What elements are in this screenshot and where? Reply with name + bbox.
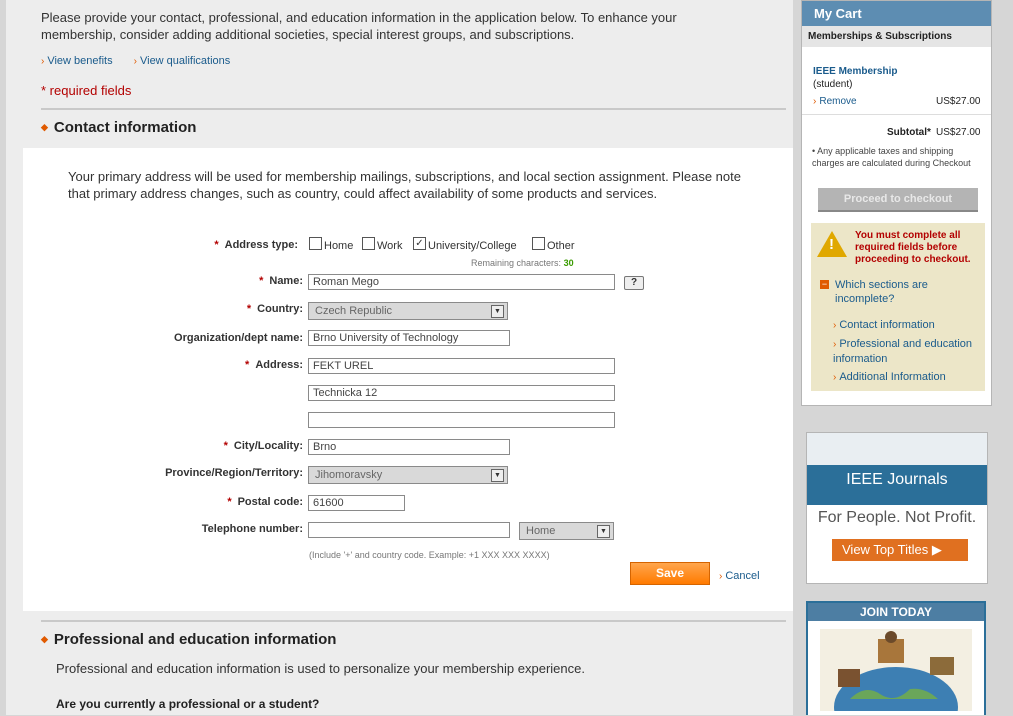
arrow-icon: › — [813, 96, 817, 107]
arrow-icon: › — [133, 56, 137, 67]
cart-subtitle: Memberships & Subscriptions — [802, 26, 991, 47]
arrow-icon: › — [719, 571, 723, 582]
prof-question: Are you currently a professional or a student? — [56, 697, 320, 711]
address-line3-field[interactable] — [308, 412, 615, 428]
contact-section-label: Contact information — [53, 119, 197, 136]
divider — [41, 620, 786, 622]
arrow-icon: › — [833, 339, 837, 350]
required-mark: * — [227, 496, 232, 508]
address-line1-field[interactable]: FEKT UREL — [308, 358, 615, 374]
city-label — [143, 440, 303, 452]
province-select[interactable] — [308, 466, 508, 484]
phone-hint: (Include '+' and country code. Example: +1 XXX XXX XXXX) — [309, 550, 550, 560]
view-benefits-link[interactable]: View benefits — [47, 55, 113, 67]
incomplete-additional-link[interactable]: Additional Information — [839, 371, 946, 383]
province-label: Province/Region/Territory: — [165, 467, 303, 479]
country-label — [143, 303, 303, 315]
home-checkbox-label: Home — [324, 240, 354, 252]
divider — [41, 108, 786, 110]
collapse-icon[interactable]: − — [821, 279, 828, 289]
province-value: Jihomoravsky — [315, 469, 383, 481]
address-type-label-text: Address type: — [224, 239, 298, 251]
subtotal-value: US$27.00 — [936, 127, 981, 138]
chevron-down-icon: ▼ — [491, 469, 504, 482]
university-checkbox[interactable]: ✓ — [413, 237, 426, 250]
ad-title: IEEE Journals — [807, 465, 987, 509]
globe-illustration — [820, 629, 972, 711]
postal-label-text: Postal code: — [237, 496, 303, 508]
diamond-icon: ◆ — [41, 634, 48, 644]
country-select[interactable] — [308, 302, 508, 320]
save-button[interactable]: Save — [630, 562, 710, 585]
incomplete-item — [833, 318, 935, 333]
required-mark: * — [259, 275, 264, 287]
prof-section-label: Professional and education information — [53, 631, 337, 648]
subtotal-label: Subtotal* — [887, 127, 931, 138]
arrow-icon: › — [833, 320, 837, 331]
remaining-label: Remaining characters: — [471, 258, 562, 268]
incomplete-prof-link[interactable]: Professional and education information — [833, 338, 973, 365]
cart-panel — [801, 0, 992, 406]
intro-text: Please provide your contact, professional, and education information in the application below. To enhance your membership, consider adding additional societies, special interest groups, and subscriptions. — [41, 10, 677, 42]
incomplete-contact-link[interactable]: Contact information — [839, 319, 935, 331]
proceed-to-checkout-button[interactable]: Proceed to checkout — [818, 188, 978, 212]
cancel-link-wrap — [719, 570, 760, 582]
country-value: Czech Republic — [315, 305, 393, 317]
join-today-title: JOIN TODAY — [808, 603, 984, 621]
modal-intro: Your primary address will be used for membership mailings, subscriptions, and local section assignment. Please note that primary address changes, such as country, could affect availability of some products and services. — [68, 169, 741, 201]
org-field[interactable]: Brno University of Technology — [308, 330, 510, 346]
incomplete-item — [833, 370, 946, 385]
name-label — [143, 275, 303, 287]
incomplete-sections-toggle[interactable]: Which sections are incomplete? — [835, 279, 928, 305]
journals-ad[interactable] — [806, 432, 988, 584]
view-qualifications-link[interactable]: View qualifications — [139, 55, 231, 67]
required-fields-note: * required fields — [41, 83, 132, 98]
name-label-text: Name: — [269, 275, 303, 287]
postal-label — [143, 496, 303, 508]
other-checkbox-label: Other — [547, 240, 575, 252]
address-type-label — [143, 239, 298, 251]
university-checkbox-label: University/College — [428, 240, 517, 252]
bullet-icon: • — [812, 146, 816, 156]
info-links — [41, 55, 248, 67]
remove-link[interactable]: Remove — [819, 96, 857, 107]
ad-top-banner — [807, 433, 987, 465]
warning-box — [811, 223, 985, 391]
join-today-panel[interactable] — [806, 601, 986, 715]
contact-section-title — [41, 119, 196, 136]
other-checkbox[interactable] — [532, 237, 545, 250]
remaining-count: 30 — [563, 258, 574, 268]
divider — [802, 114, 991, 115]
city-label-text: City/Locality: — [233, 440, 303, 452]
tax-note-text: Any applicable taxes and shipping charges are calculated during Checkout — [812, 146, 971, 168]
phone-field[interactable] — [308, 522, 510, 538]
chevron-down-icon: ▼ — [491, 305, 504, 318]
incomplete-item — [833, 337, 973, 366]
remaining-characters — [471, 258, 574, 268]
cart-item-name[interactable]: IEEE Membership — [813, 66, 898, 77]
required-mark: * — [214, 239, 219, 251]
cancel-link[interactable]: Cancel — [725, 570, 760, 582]
required-mark: * — [245, 359, 250, 371]
phone-type-select[interactable] — [519, 522, 614, 540]
phone-label: Telephone number: — [201, 523, 303, 535]
remove-link-wrap — [813, 96, 857, 107]
chevron-down-icon: ▼ — [597, 525, 610, 538]
diamond-icon: ◆ — [41, 122, 48, 132]
view-top-titles-label: View Top Titles — [842, 542, 929, 557]
postal-field[interactable]: 61600 — [308, 495, 405, 511]
prof-section-text: Professional and education information is used to personalize your membership experience. — [56, 661, 585, 676]
required-mark: * — [246, 303, 252, 315]
cart-item-price: US$27.00 — [936, 96, 981, 107]
city-field[interactable]: Brno — [308, 439, 510, 455]
exclamation-icon: ! — [829, 236, 834, 253]
name-field[interactable]: Roman Mego — [308, 274, 615, 290]
cart-item-type: (student) — [813, 79, 853, 90]
address-label — [143, 359, 303, 371]
address-modal — [23, 148, 793, 611]
org-label: Organization/dept name: — [174, 332, 303, 344]
warning-text: You must complete all required fields before proceeding to checkout. — [855, 230, 971, 265]
phone-type-value: Home — [526, 525, 556, 537]
home-checkbox[interactable] — [309, 237, 322, 250]
view-top-titles-button[interactable] — [832, 539, 968, 561]
arrow-right-icon: ▶ — [931, 542, 942, 557]
tax-note — [812, 145, 984, 169]
work-checkbox-label: Work — [377, 240, 403, 252]
globe-image — [820, 629, 972, 711]
address-line2-field[interactable]: Technicka 12 — [308, 385, 615, 401]
work-checkbox[interactable] — [362, 237, 375, 250]
required-mark: * — [223, 440, 228, 452]
name-help-button[interactable]: ? — [624, 276, 644, 290]
country-label-text: Country: — [257, 303, 303, 315]
ad-tagline: For People. Not Profit. — [807, 505, 987, 537]
arrow-icon: › — [833, 372, 837, 383]
address-label-text: Address: — [255, 359, 303, 371]
cart-title: My Cart — [802, 1, 991, 26]
prof-section-title — [41, 631, 336, 648]
arrow-icon: › — [41, 56, 45, 67]
